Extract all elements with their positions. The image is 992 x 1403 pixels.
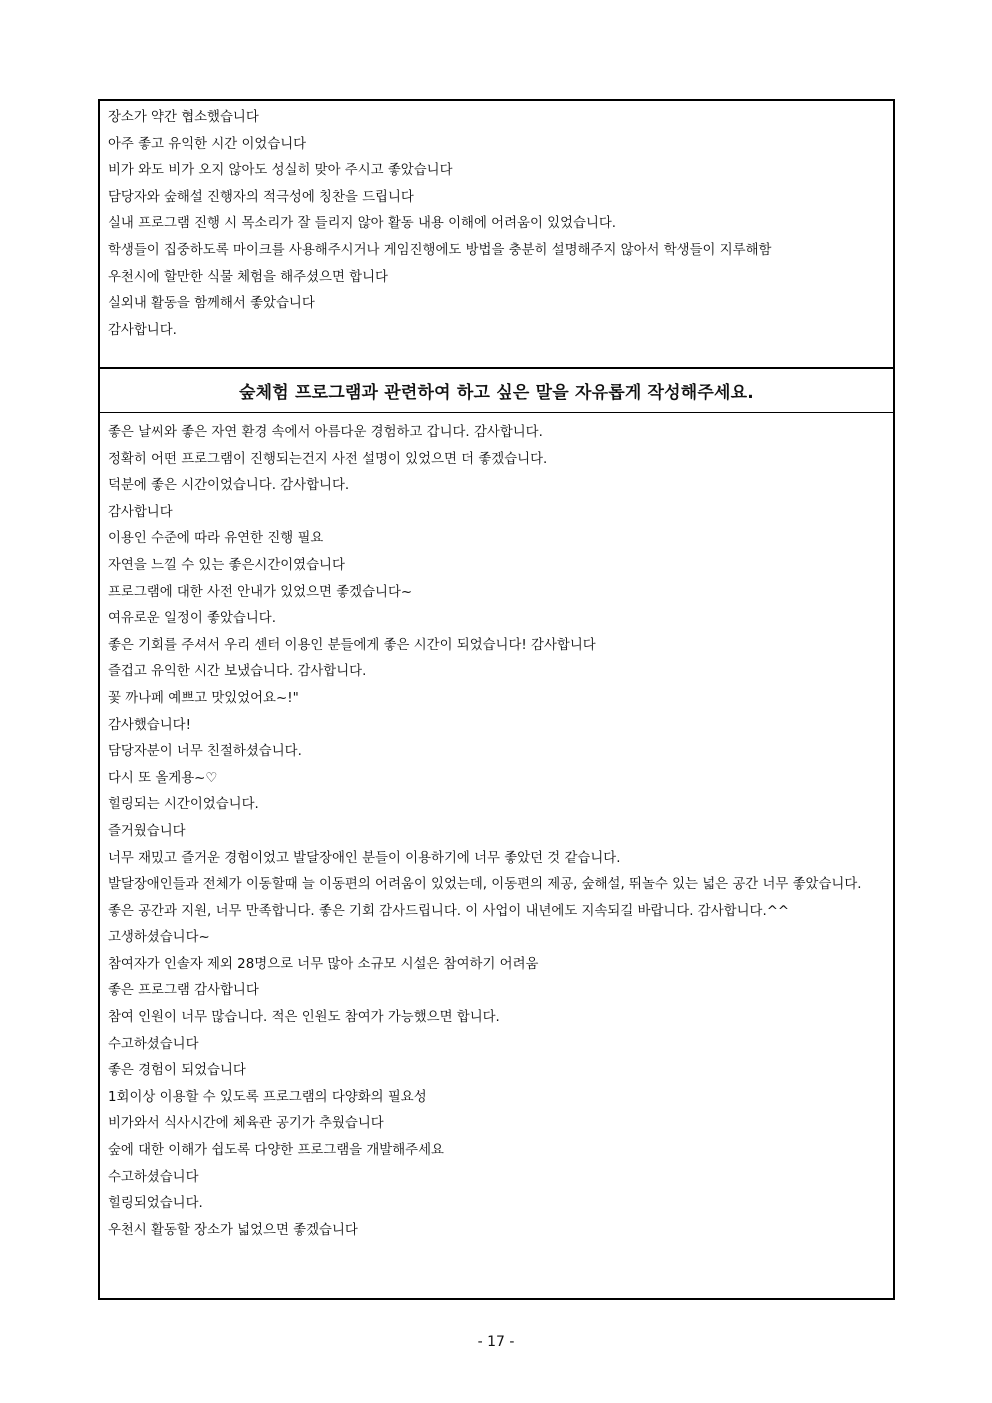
comment-line: 여유로운 일정이 좋았습니다. [108,611,276,627]
comment-line: 참여 인원이 너무 많습니다. 적은 인원도 참여가 가능했으면 합니다. [108,1010,500,1026]
comment-line: 감사했습니다! [108,717,191,733]
comment-line: 담당자와 숲해설 진행자의 적극성에 칭찬을 드립니다 [108,189,414,205]
comment-line: 비가 와도 비가 오지 않아도 성실히 맞아 주시고 좋았습니다 [108,163,453,179]
comment-line: 다시 또 올게용~♡ [108,770,218,786]
comment-line: 장소가 약간 협소했습니다 [108,110,259,125]
comment-line: 힐링되었습니다. [108,1196,203,1212]
comment-table [98,99,895,1300]
comment-line: 우천시에 할만한 식물 체험을 해주셨으면 합니다 [108,269,388,285]
comment-line: 이용인 수준에 따라 유연한 진행 필요 [108,531,324,547]
section-heading: 숲체험 프로그램과 관련하여 하고 싶은 말을 자유롭게 작성해주세요. [100,369,893,413]
comment-line: 실외내 활동을 함께해서 좋았습니다 [108,296,315,312]
comment-line: 좋은 프로그램 감사합니다 [108,983,259,999]
comment-line: 좋은 경험이 되었습니다 [108,1063,246,1079]
comment-line: 참여자가 인솔자 제외 28명으로 너무 많아 소규모 시설은 참여하기 어려움 [108,956,539,972]
comment-line: 수고하셨습니다 [108,1169,199,1185]
comment-line: 좋은 공간과 지원, 너무 만족합니다. 좋은 기회 감사드립니다. 이 사업이 내년에도 지속되길 바랍니다. 감사합니다.^^ [108,903,790,919]
comment-line: 감사합니다. [108,322,177,338]
comment-line: 즐겁고 유익한 시간 보냈습니다. 감사합니다. [108,664,367,680]
comment-line: 좋은 기회를 주셔서 우리 센터 이용인 분들에게 좋은 시간이 되었습니다! 감사합니다 [108,637,596,653]
comments-section-bottom [100,413,893,1300]
comment-line: 프로그램에 대한 사전 안내가 있었으면 좋겠습니다~ [108,584,413,600]
comment-line: 담당자분이 너무 친절하셨습니다. [108,744,302,760]
comment-line: 감사합니다 [108,504,173,520]
comment-line: 1회이상 이용할 수 있도록 프로그램의 다양화의 필요성 [108,1089,427,1105]
comment-line: 자연을 느낄 수 있는 좋은시간이였습니다 [108,557,345,573]
comment-line: 숲에 대한 이해가 쉽도록 다양한 프로그램을 개발해주세요 [108,1143,444,1159]
comment-list-top [100,101,893,344]
comment-line: 발달장애인들과 전체가 이동할때 늘 이동편의 어려움이 있었는데, 이동편의 제공, 숲해설, 뛰놀수 있는 넓은 공간 너무 좋았습니다. [108,877,862,893]
comment-line: 아주 좋고 유익한 시간 이었습니다 [108,136,307,152]
comment-line: 덕분에 좋은 시간이었습니다. 감사합니다. [108,478,350,494]
comments-section-top [100,101,893,369]
comment-line: 고생하셨습니다~ [108,930,210,946]
comment-line: 비가와서 식사시간에 체육관 공기가 추웠습니다 [108,1116,384,1132]
comment-line: 좋은 날씨와 좋은 자연 환경 속에서 아름다운 경험하고 갑니다. 감사합니다. [108,425,543,440]
comment-line: 수고하셨습니다 [108,1036,199,1052]
comment-line: 정확히 어떤 프로그램이 진행되는건지 사전 설명이 있었으면 더 좋겠습니다. [108,451,548,467]
comment-line: 꽃 까나페 예쁘고 맛있었어요~!" [108,690,299,706]
comment-line: 우천시 활동할 장소가 넓었으면 좋겠습니다 [108,1222,358,1238]
comment-line: 힐링되는 시간이었습니다. [108,797,259,813]
page-number: - 17 - [477,1334,515,1350]
comment-line: 너무 재밌고 즐거운 경험이었고 발달장애인 분들이 이용하기에 너무 좋았던 것 같습니다. [108,850,621,866]
comment-line: 실내 프로그램 진행 시 목소리가 잘 들리지 않아 활동 내용 이해에 어려움이 있었습니다. [108,216,617,232]
comment-line: 즐거웠습니다 [108,823,186,839]
comment-line: 학생들이 집중하도록 마이크를 사용해주시거나 게임진행에도 방법을 충분히 설명해주지 않아서 학생들이 지루해함 [108,242,772,258]
comment-list-bottom [100,413,893,1244]
